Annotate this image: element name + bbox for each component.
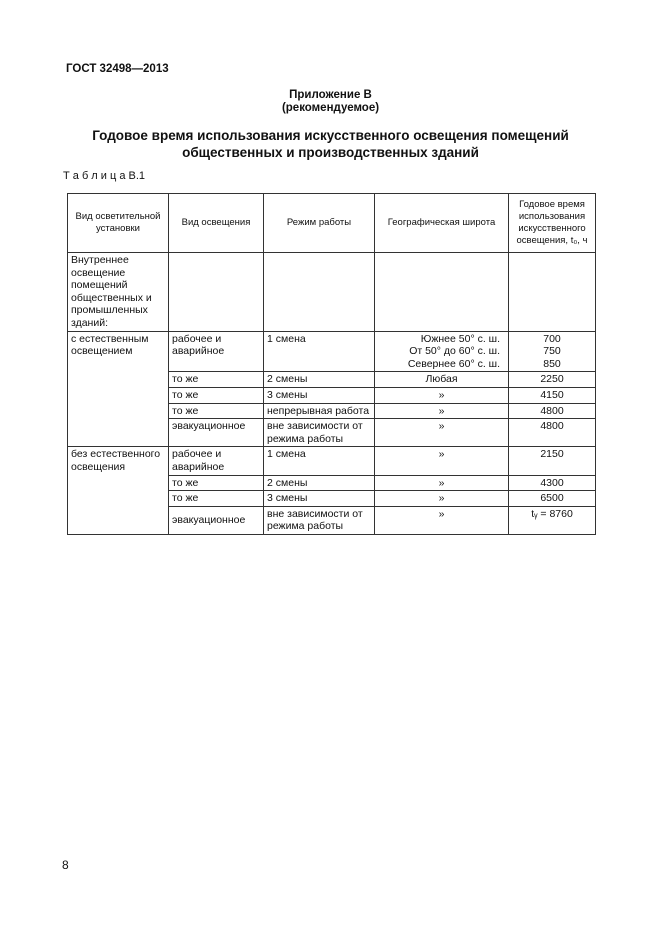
document-code: ГОСТ 32498—2013: [66, 63, 169, 75]
latitude-cell: »: [375, 387, 509, 403]
table-caption: Т а б л и ц а В.1: [63, 170, 146, 182]
empty-cell: [375, 253, 509, 332]
latitude-cell: [375, 331, 509, 372]
latitude-cell: Любая: [375, 372, 509, 388]
page-title-line-2: общественных и производственных зданий: [182, 145, 479, 160]
table-row: [68, 331, 596, 372]
section-label-with-daylight: с естественным освещением: [68, 331, 169, 447]
header-annual-time: Годовое время использования искусственного освещения, t₀, ч: [509, 194, 596, 253]
value-cell: 4800: [509, 403, 596, 419]
table-row: [68, 447, 596, 475]
latitude-cell: »: [375, 475, 509, 491]
header-installation-type: Вид осветительной установки: [68, 194, 169, 253]
page-title: [60, 127, 601, 161]
value-middle: 750: [543, 345, 561, 358]
empty-cell: [169, 253, 264, 332]
lighting-cell: рабочее и аварийное: [169, 331, 264, 372]
latitude-south: Южнее 50° с. ш.: [420, 332, 500, 345]
appendix-subtitle: (рекомендуемое): [281, 102, 380, 114]
value-cell: tᵧ = 8760: [509, 506, 596, 534]
lighting-time-table: [67, 193, 596, 535]
empty-cell: [264, 253, 375, 332]
header-work-mode: Режим работы: [264, 194, 375, 253]
value-cell: [509, 331, 596, 372]
latitude-middle: От 50° до 60° с. ш.: [409, 345, 500, 358]
mode-cell: 1 смена: [264, 331, 375, 372]
lighting-cell: то же: [169, 372, 264, 388]
mode-cell: вне зависимости от режима работы: [264, 419, 375, 447]
page-number: 8: [62, 858, 69, 872]
section-label-without-daylight: без естественного освещения: [68, 447, 169, 535]
latitude-cell: »: [375, 419, 509, 447]
mode-cell: 3 смены: [264, 491, 375, 507]
value-south: 700: [543, 332, 561, 345]
table-row: [68, 253, 596, 332]
lighting-cell: эвакуационное: [169, 419, 264, 447]
latitude-north: Севернее 60° с. ш.: [407, 357, 500, 370]
lighting-cell: то же: [169, 491, 264, 507]
appendix-title: Приложение В: [289, 89, 372, 101]
header-lighting-type: Вид освещения: [169, 194, 264, 253]
group-title-cell: Внутреннее освещение помещений общественных и промышленных зданий:: [68, 253, 169, 332]
value-cell: 4300: [509, 475, 596, 491]
mode-cell: вне зависимости от режима работы: [264, 506, 375, 534]
page-title-line-1: Годовое время использования искусственного освещения помещений: [92, 128, 569, 143]
latitude-cell: »: [375, 491, 509, 507]
latitude-cell: »: [375, 447, 509, 475]
lighting-cell: то же: [169, 403, 264, 419]
header-latitude: Географическая широта: [375, 194, 509, 253]
latitude-cell: »: [375, 506, 509, 534]
mode-cell: непрерывная работа: [264, 403, 375, 419]
lighting-cell: рабочее и аварийное: [169, 447, 264, 475]
mode-cell: 3 смены: [264, 387, 375, 403]
value-cell: 6500: [509, 491, 596, 507]
empty-cell: [509, 253, 596, 332]
value-cell: 2150: [509, 447, 596, 475]
latitude-cell: »: [375, 403, 509, 419]
table-header-row: [68, 194, 596, 253]
mode-cell: 2 смены: [264, 372, 375, 388]
value-cell: 4150: [509, 387, 596, 403]
lighting-cell: эвакуационное: [169, 506, 264, 534]
value-cell: 2250: [509, 372, 596, 388]
mode-cell: 1 смена: [264, 447, 375, 475]
value-cell: 4800: [509, 419, 596, 447]
mode-cell: 2 смены: [264, 475, 375, 491]
lighting-cell: то же: [169, 475, 264, 491]
lighting-cell: то же: [169, 387, 264, 403]
value-north: 850: [543, 357, 561, 370]
